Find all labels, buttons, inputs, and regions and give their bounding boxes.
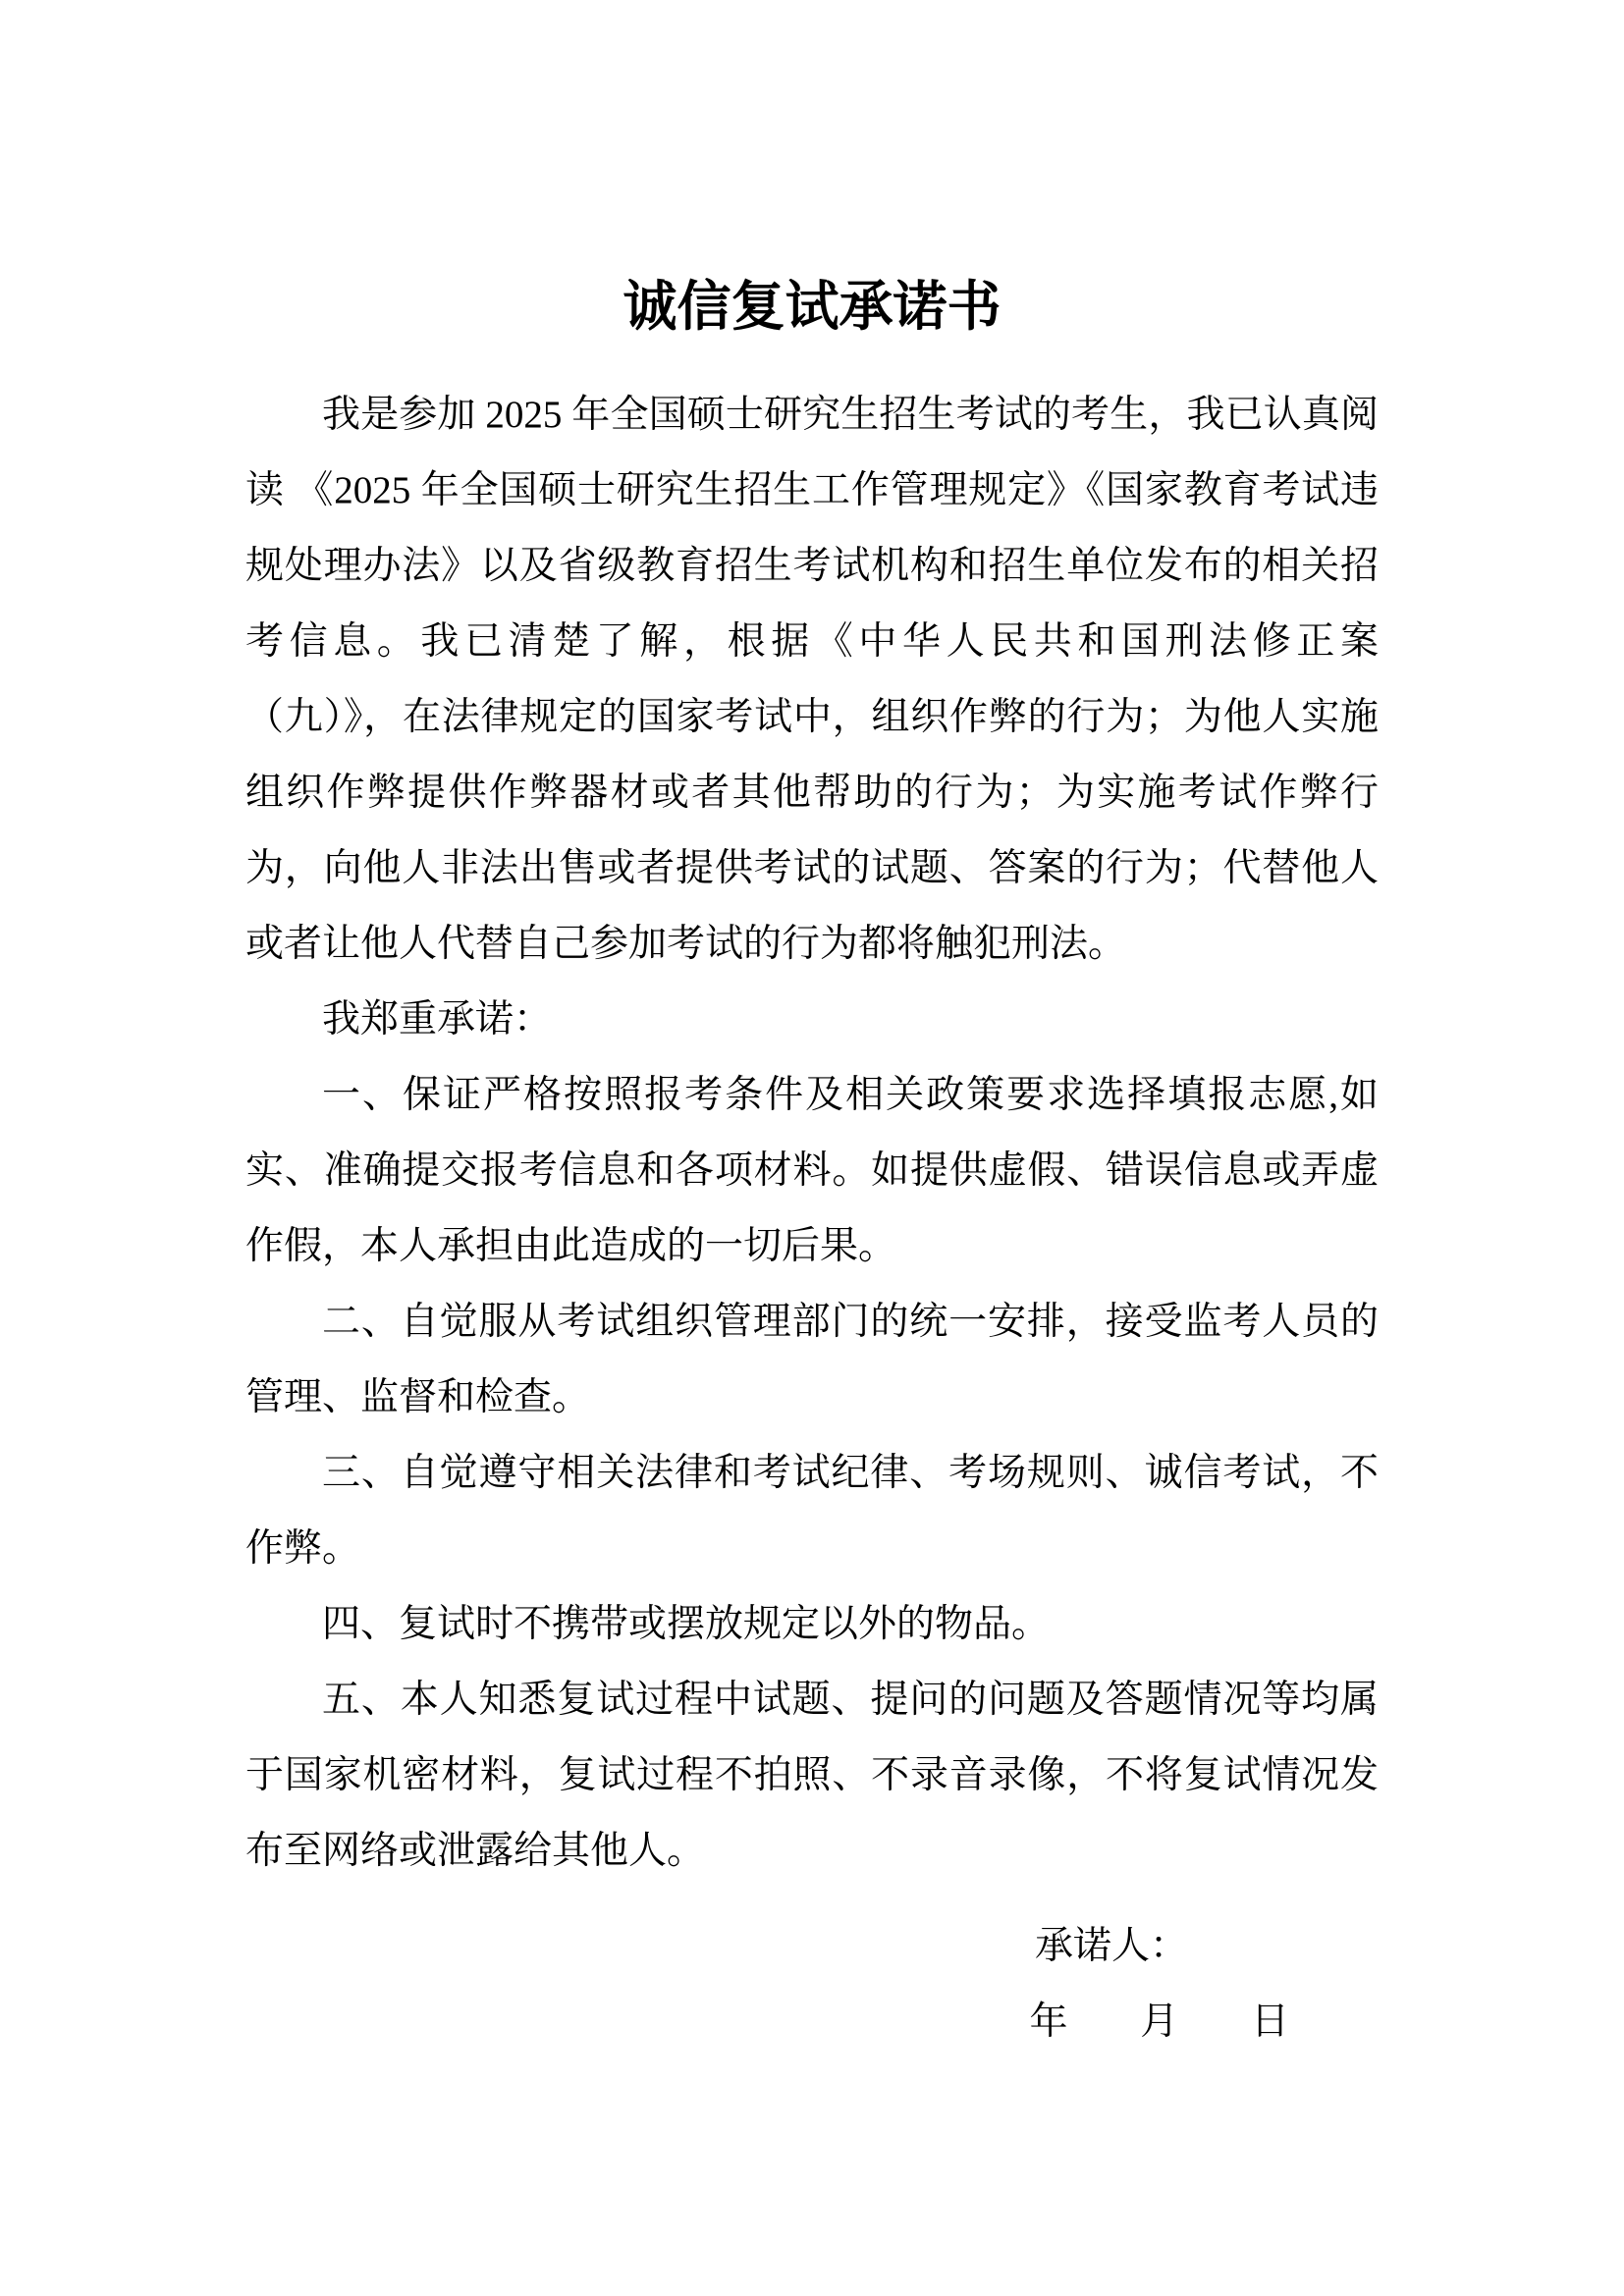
signature-line	[245, 1908, 1379, 1984]
document-page	[245, 278, 1379, 2059]
pledge-item-2: 二、自觉服从考试组织管理部门的统一安排，接受监考人员的管理、监督和检查。	[245, 1301, 1379, 1418]
date-month-label: 月	[1140, 2001, 1179, 2043]
date-line	[245, 1984, 1379, 2059]
pledge-lead-paragraph: 我郑重承诺：	[322, 998, 553, 1041]
date-year-label: 年	[1029, 2001, 1068, 2043]
signature-label: 承诺人：	[1034, 1925, 1188, 1967]
pledge-item-5: 五、本人知悉复试过程中试题、提问的问题及答题情况等均属于国家机密材料，复试过程不拍照、不录音录像，不将复试情况发布至网络或泄露给其他人。	[245, 1679, 1379, 1872]
pledge-item-3: 三、自觉遵守相关法律和考试纪律、考场规则、诚信考试，不作弊。	[245, 1452, 1379, 1570]
document-title: 诚信复试承诺书	[623, 276, 1001, 337]
date-day-label: 日	[1250, 2001, 1289, 2043]
pledge-item-1: 一、保证严格按照报考条件及相关政策要求选择填报志愿,如实、准确提交报考信息和各项材料。如提供虚假、错误信息或弄虚作假，本人承担由此造成的一切后果。	[245, 1074, 1379, 1267]
intro-paragraph: 我是参加 2025 年全国硕士研究生招生考试的考生，我已认真阅读 《2025 年全国硕士研究生招生工作管理规定》《国家教育考试违规处理办法》以及省级教育招生考试机构和招生单位发布的相关招考信息。我已清楚了解，根据《中华人民共和国刑法修正案（九）》，在法律规定的国家考试中，组织作弊的行为；为他人实施组织作弊提供作弊器材或者其他帮助的行为；为实施考试作弊行为，向他人非法出售或者提供考试的试题、答案的行为；代替他人或者让他人代替自己参加考试的行为都将触犯刑法。	[245, 394, 1379, 965]
pledge-item-4: 四、复试时不携带或摆放规定以外的物品。	[322, 1603, 1051, 1645]
document-body	[245, 377, 1379, 1889]
